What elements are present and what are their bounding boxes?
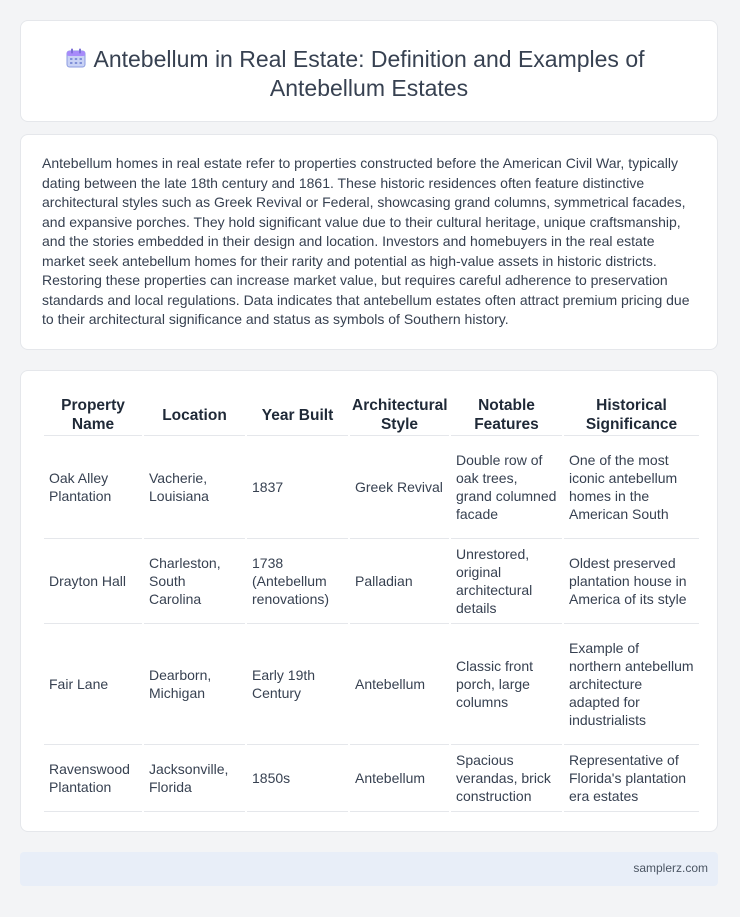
table-cell: Vacherie, Louisiana [144, 436, 245, 539]
table-cell: Classic front porch, large columns [451, 624, 562, 745]
table-cell: Double row of oak trees, grand columned facade [451, 436, 562, 539]
table-header-row [44, 393, 699, 436]
table-cell: Representative of Florida's plantation era estates [564, 745, 699, 812]
table-cell: Example of northern antebellum architecture adapted for industrialists [564, 624, 699, 745]
table-row [44, 745, 699, 812]
table-cell: Early 19th Century [247, 624, 348, 745]
table-row [44, 624, 699, 745]
intro-card [20, 134, 718, 350]
header-cell: Property Name [44, 393, 142, 436]
table-cell: Antebellum [350, 745, 449, 812]
table-cell: 1850s [247, 745, 348, 812]
header-cell: Historical Significance [564, 393, 699, 436]
footer-site-link[interactable]: samplerz.com [633, 861, 708, 875]
header-cell: Year Built [247, 393, 348, 436]
table-row [44, 539, 699, 624]
table-cell: Drayton Hall [44, 539, 142, 624]
table-cell: Jacksonville, Florida [144, 745, 245, 812]
title-card [20, 20, 718, 122]
table-cell: Palladian [350, 539, 449, 624]
header-cell: Location [144, 393, 245, 436]
table-cell: Charleston, South Carolina [144, 539, 245, 624]
table-cell: Oak Alley Plantation [44, 436, 142, 539]
table-cell: Antebellum [350, 624, 449, 745]
header-cell: Architectural Style [350, 393, 449, 436]
header-cell: Notable Features [451, 393, 562, 436]
table-cell: Greek Revival [350, 436, 449, 539]
table-row [44, 436, 699, 539]
table-cell: Spacious verandas, brick construction [451, 745, 562, 812]
table-cell: One of the most iconic antebellum homes in the American South [564, 436, 699, 539]
table-cell: Ravenswood Plantation [44, 745, 142, 812]
table-cell: Unrestored, original architectural details [451, 539, 562, 624]
table-cell: 1738 (Antebellum renovations) [247, 539, 348, 624]
estates-table [42, 393, 701, 812]
table-cell: Oldest preserved plantation house in America of its style [564, 539, 699, 624]
table-cell: Dearborn, Michigan [144, 624, 245, 745]
intro-paragraph: Antebellum homes in real estate refer to properties constructed before the American Civil War, typically dating between the late 18th century and 1861. These historic residences often feature distinctive architectural styles such as Greek Revival or Federal, showcasing grand columns, symmetrical facades, and expansive porches. They hold significant value due to their cultural heritage, unique craftsmanship, and the stories embedded in their design and location. Investors and homebuyers in the real estate market seek antebellum homes for their rarity and potential as high-value assets in historic districts. Restoring these properties can increase market value, but requires careful adherence to preservation standards and local regulations. Data indicates that antebellum estates often attract premium pricing due to their architectural significance and status as symbols of Southern history. [42, 155, 690, 327]
table-cell: 1837 [247, 436, 348, 539]
page-title: Antebellum in Real Estate: Definition and Examples of Antebellum Estates [93, 46, 645, 101]
table-card [20, 370, 718, 832]
footer-bar [20, 852, 718, 886]
table-cell: Fair Lane [44, 624, 142, 745]
